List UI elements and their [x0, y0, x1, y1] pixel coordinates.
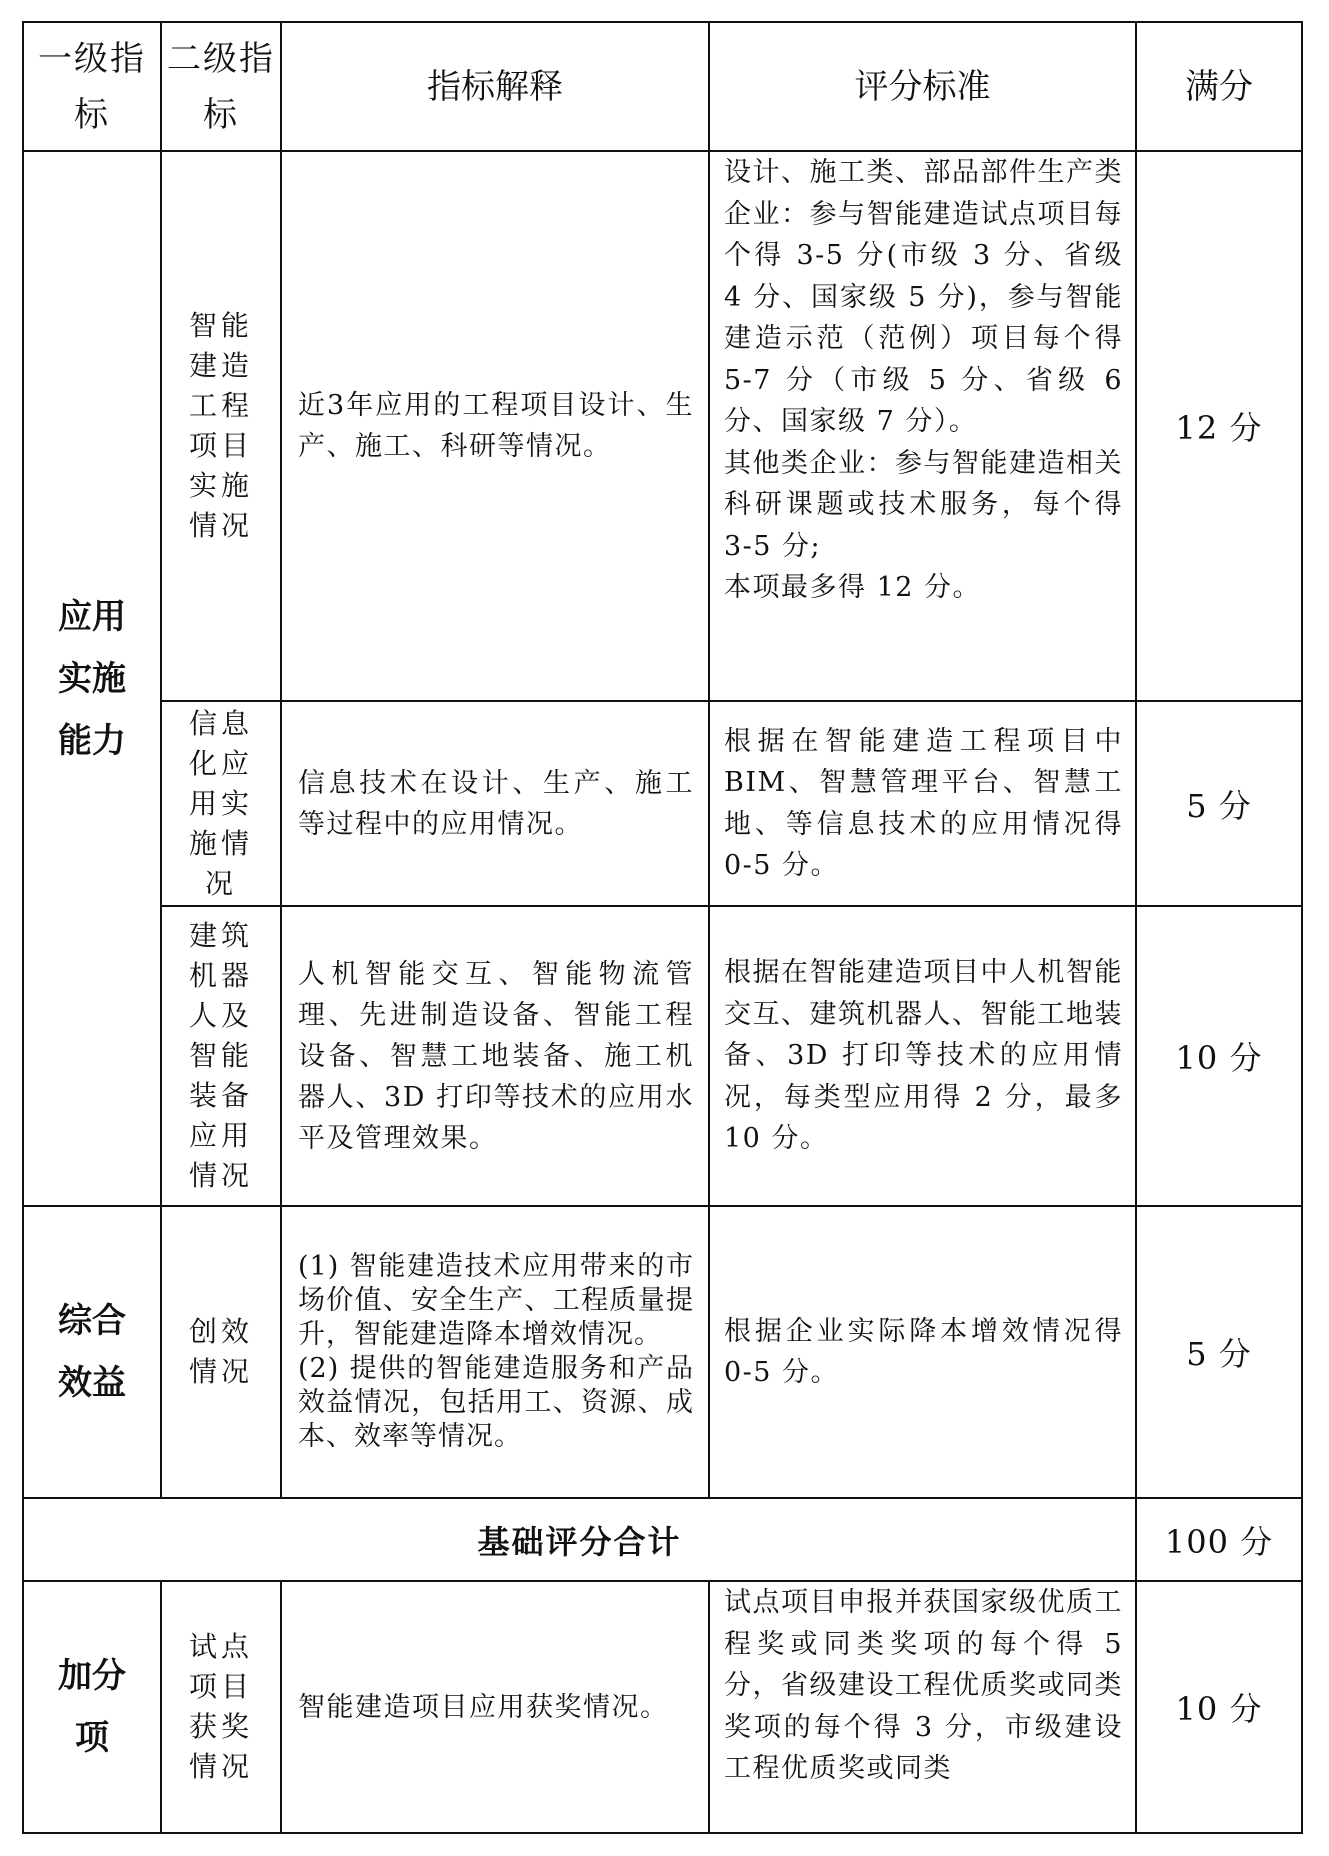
total-label: 基础评分合计	[23, 1498, 1136, 1581]
criteria-cell: 试点项目申报并获国家级优质工程奖或同类奖项的每个得 5 分，省级建设工程优质奖或同类奖项的每个得 3 分，市级建设工程优质奖或同类	[709, 1581, 1136, 1833]
full-score-cell: 5 分	[1136, 1206, 1302, 1498]
level2-cell: 信息化应用实施情况	[161, 701, 281, 906]
level2-cell: 建筑机器人及智能装备应用情况	[161, 906, 281, 1206]
header-level2: 二级指标	[161, 22, 281, 151]
bonus-row	[23, 1581, 1302, 1833]
total-row	[23, 1498, 1302, 1581]
header-row	[23, 22, 1302, 151]
header-explanation: 指标解释	[281, 22, 709, 151]
explanation-cell	[281, 1206, 709, 1498]
explanation-cell: 近3年应用的工程项目设计、生产、施工、科研等情况。	[281, 151, 709, 701]
full-score-cell: 12 分	[1136, 151, 1302, 701]
level1-cell: 应用实施能力	[23, 151, 161, 1206]
header-level1: 一级指标	[23, 22, 161, 151]
scoring-table	[22, 21, 1303, 1834]
level2-cell: 智能建造工程项目实施情况	[161, 151, 281, 701]
level2-cell: 试点项目获奖情况	[161, 1581, 281, 1833]
full-score-cell: 5 分	[1136, 701, 1302, 906]
explanation-cell: 信息技术在设计、生产、施工等过程中的应用情况。	[281, 701, 709, 906]
total-full-score: 100 分	[1136, 1498, 1302, 1581]
criteria-cell: 根据在智能建造工程项目中BIM、智慧管理平台、智慧工地、等信息技术的应用情况得 0-5 分。	[709, 701, 1136, 906]
full-score-cell: 10 分	[1136, 906, 1302, 1206]
explanation-line: (2) 提供的智能建造服务和产品效益情况，包括用工、资源、成本、效率等情况。	[298, 1353, 694, 1452]
criteria-line: 设计、施工类、部品部件生产类企业：参与智能建造试点项目每个得 3-5 分(市级 3 分、省级 4 分、国家级 5 分)，参与智能建造示范（范例）项目每个得 5-7 分（市级 5 分、省级 6 分、国家级 7 分）。	[724, 157, 1123, 437]
header-criteria: 评分标准	[709, 22, 1136, 151]
full-score-cell: 10 分	[1136, 1581, 1302, 1833]
level1-cell: 综合效益	[23, 1206, 161, 1498]
header-full-score: 满分	[1136, 22, 1302, 151]
criteria-line: 其他类企业：参与智能建造相关科研课题或技术服务，每个得 3-5 分;	[724, 447, 1123, 562]
criteria-line: 本项最多得 12 分。	[724, 572, 982, 603]
criteria-cell	[709, 151, 1136, 701]
explanation-line: (1) 智能建造技术应用带来的市场价值、安全生产、工程质量提升，智能建造降本增效情况。	[298, 1251, 694, 1350]
level2-cell: 创效情况	[161, 1206, 281, 1498]
criteria-cell: 根据企业实际降本增效情况得 0-5 分。	[709, 1206, 1136, 1498]
table-row	[23, 906, 1302, 1206]
table-row	[23, 1206, 1302, 1498]
explanation-cell: 人机智能交互、智能物流管理、先进制造设备、智能工程设备、智慧工地装备、施工机器人、3D 打印等技术的应用水平及管理效果。	[281, 906, 709, 1206]
table-row	[23, 151, 1302, 701]
table-row	[23, 701, 1302, 906]
criteria-cell: 根据在智能建造项目中人机智能交互、建筑机器人、智能工地装备、3D 打印等技术的应用情况，每类型应用得 2 分，最多 10 分。	[709, 906, 1136, 1206]
explanation-cell: 智能建造项目应用获奖情况。	[281, 1581, 709, 1833]
level1-cell: 加分项	[23, 1581, 161, 1833]
